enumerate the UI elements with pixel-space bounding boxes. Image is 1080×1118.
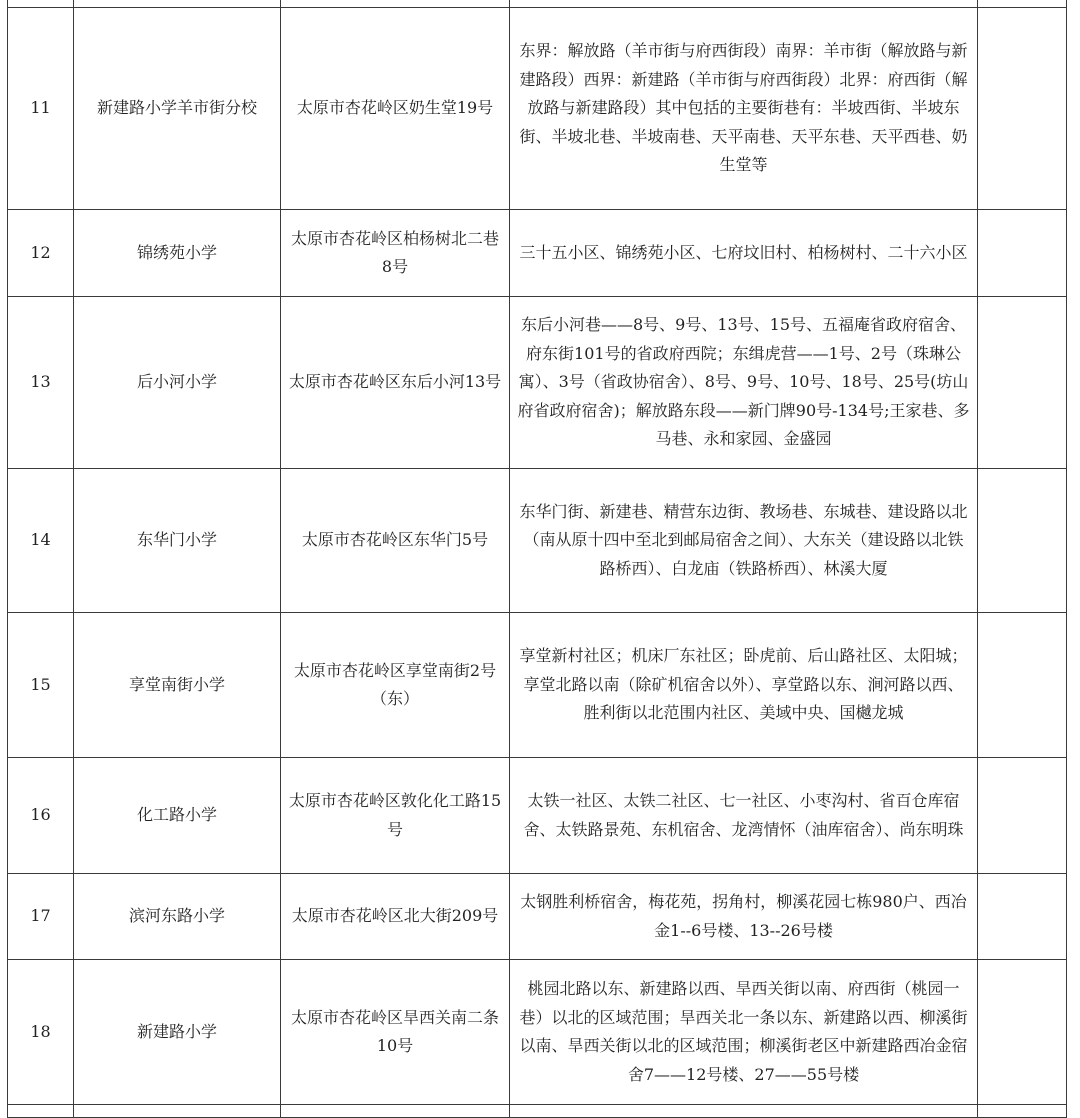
school-name: 后小河小学 xyxy=(74,297,281,469)
school-name: 新建路小学 xyxy=(74,960,281,1105)
school-address: 太原市杏花岭区旱西关南二条10号 xyxy=(281,960,510,1105)
remarks-cell xyxy=(978,758,1067,874)
enrollment-area: 太钢胜利桥宿舍，梅花苑，拐角村，柳溪花园七栋980户、西冶金1--6号楼、13--26号楼 xyxy=(510,874,978,960)
row-number: 11 xyxy=(8,8,74,210)
enrollment-area: 东华门街、新建巷、精营东边街、教场巷、东城巷、建设路以北（南从原十四中至北到邮局宿舍之间）、大东关（建设路以北铁路桥西）、白龙庙（铁路桥西）、林溪大厦 xyxy=(510,469,978,613)
table-row xyxy=(8,210,1067,297)
school-address: 太原市杏花岭区奶生堂19号 xyxy=(281,8,510,210)
school-name: 锦绣苑小学 xyxy=(74,210,281,297)
remarks-cell xyxy=(978,210,1067,297)
row-number: 16 xyxy=(8,758,74,874)
school-address: 太原市杏花岭区东华门5号 xyxy=(281,469,510,613)
enrollment-area: 东后小河巷——8号、9号、13号、15号、五福庵省政府宿舍、府东街101号的省政府西院；东缉虎营——1号、2号（珠琳公寓）、3号（省政协宿舍）、8号、9号、10号、18号、25号(坊山府省政府宿舍)；解放路东段——新门牌90号-134号;王家巷、多马巷、永和家园、金盛园 xyxy=(510,297,978,469)
school-address: 太原市杏花岭区享堂南街2号（东） xyxy=(281,613,510,758)
remarks-cell xyxy=(978,874,1067,960)
school-address: 太原市杏花岭区柏杨树北二巷8号 xyxy=(281,210,510,297)
remarks-cell xyxy=(978,469,1067,613)
table-row xyxy=(8,8,1067,210)
school-name: 滨河东路小学 xyxy=(74,874,281,960)
enrollment-area: 享堂新村社区；机床厂东社区；卧虎前、后山路社区、太阳城；享堂北路以南（除矿机宿舍以外）、享堂路以东、涧河路以西、胜利街以北范围内社区、美域中央、国樾龙城 xyxy=(510,613,978,758)
table-row xyxy=(8,613,1067,758)
table-row-partial-top xyxy=(8,0,1067,8)
table-row xyxy=(8,960,1067,1105)
school-address: 太原市杏花岭区东后小河13号 xyxy=(281,297,510,469)
school-district-table xyxy=(7,0,1067,1118)
table-row xyxy=(8,874,1067,960)
school-address: 太原市杏花岭区北大街209号 xyxy=(281,874,510,960)
table-row xyxy=(8,758,1067,874)
table-row xyxy=(8,469,1067,613)
school-name: 东华门小学 xyxy=(74,469,281,613)
row-number: 15 xyxy=(8,613,74,758)
remarks-cell xyxy=(978,8,1067,210)
row-number: 17 xyxy=(8,874,74,960)
row-number: 18 xyxy=(8,960,74,1105)
remarks-cell xyxy=(978,960,1067,1105)
row-number: 12 xyxy=(8,210,74,297)
table-row-partial-bottom xyxy=(8,1105,1067,1118)
school-address: 太原市杏花岭区敦化化工路15号 xyxy=(281,758,510,874)
enrollment-area: 桃园北路以东、新建路以西、旱西关街以南、府西街（桃园一巷）以北的区域范围；旱西关北一条以东、新建路以西、柳溪街以南、旱西关街以北的区域范围；柳溪街老区中新建路西冶金宿舍7——12号楼、27——55号楼 xyxy=(510,960,978,1105)
school-name: 享堂南街小学 xyxy=(74,613,281,758)
school-name: 新建路小学羊市街分校 xyxy=(74,8,281,210)
school-name: 化工路小学 xyxy=(74,758,281,874)
row-number: 13 xyxy=(8,297,74,469)
enrollment-area: 太铁一社区、太铁二社区、七一社区、小枣沟村、省百仓库宿舍、太铁路景苑、东机宿舍、龙湾情怀（油库宿舍）、尚东明珠 xyxy=(510,758,978,874)
enrollment-area: 东界：解放路（羊市街与府西街段）南界：羊市街（解放路与新建路段）西界：新建路（羊市街与府西街段）北界：府西街（解放路与新建路段）其中包括的主要街巷有：半坡西街、半坡东街、半坡北巷、半坡南巷、天平南巷、天平东巷、天平西巷、奶生堂等 xyxy=(510,8,978,210)
enrollment-area: 三十五小区、锦绣苑小区、七府坟旧村、柏杨树村、二十六小区 xyxy=(510,210,978,297)
remarks-cell xyxy=(978,613,1067,758)
table-row xyxy=(8,297,1067,469)
row-number: 14 xyxy=(8,469,74,613)
remarks-cell xyxy=(978,297,1067,469)
